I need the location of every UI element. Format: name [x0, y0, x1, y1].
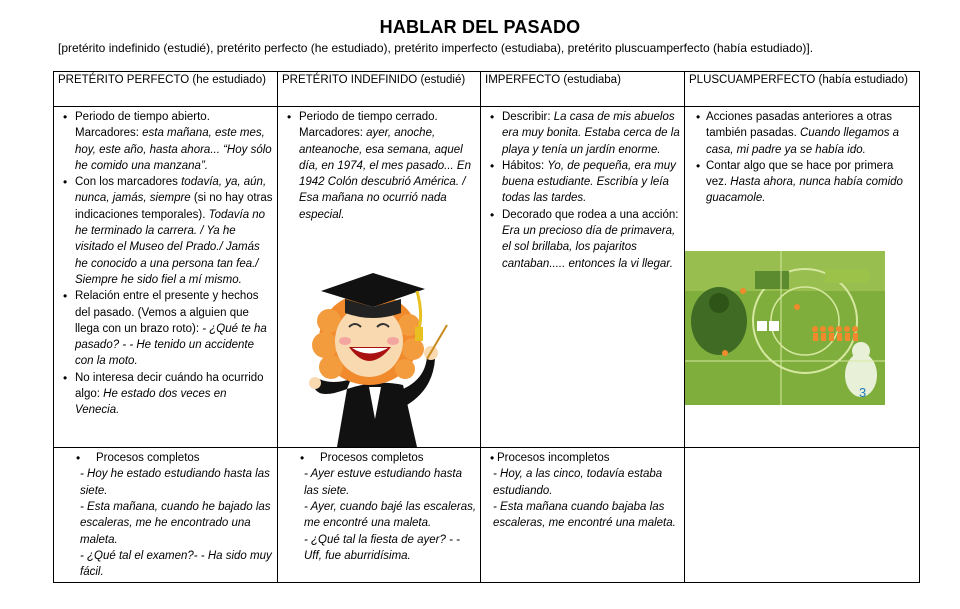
usage-row [54, 107, 920, 448]
list-item: • No interesa decir cuándo ha ocurrido algo: He estado dos veces en Venecia. [58, 370, 274, 419]
cell-imperfecto-process: • Procesos incompletos - Hoy, a las cinco, todavía estaba estudiando. - Esta mañana cuando bajaba las escaleras, me encontré una maleta. [481, 448, 685, 583]
graduate-cartoon-illustration [307, 229, 457, 447]
tenses-table [53, 71, 920, 583]
cell-perfecto-process: • Procesos completos - Hoy he estado estudiando hasta las siete. - Esta mañana, cuando he bajado las escaleras, me he encontrado una maleta. - ¿Qué tal el examen?- - Ha sido muy fácil. [54, 448, 278, 583]
header-cell-pluscuamperfecto: PLUSCUAMPERFECTO (había estudiado) [685, 72, 920, 107]
list-item: • Procesos incompletos [485, 450, 681, 466]
cell-perfecto-uses [54, 107, 278, 448]
header-row [54, 72, 920, 107]
cell-pluscuamperfecto-process [685, 448, 920, 583]
list-item: • Procesos completos [58, 450, 274, 466]
list-item: • Contar algo que se hace por primera vez. Hasta ahora, nunca había comido guacamole. [685, 158, 916, 207]
list-item: • Relación entre el presente y hechos del pasado. (Vemos a alguien que llega con un brazo roto): - ¿Qué te ha pasado? - - He tenido un accidente con la moto. [58, 288, 274, 369]
collage-illustration [685, 251, 885, 405]
cell-imperfecto-uses [481, 107, 685, 448]
page-subtitle: [pretérito indefinido (estudié), pretérito perfecto (he estudiado), pretérito imperfecto (estudiaba), pretérito pluscuamperfecto (había estudiado)]. [58, 41, 814, 55]
cell-pluscuamperfecto-uses [685, 107, 920, 448]
list-item: • Decorado que rodea a una acción: Era un precioso día de primavera, el sol brillaba, los pajaritos cantaban..... entonces la vi llegar. [485, 207, 681, 272]
process-row [54, 448, 920, 583]
list-item: • Procesos completos [282, 450, 477, 466]
list-item: • Hábitos: Yo, de pequeña, era muy buena estudiante. Escribía y leía todas las tardes. [485, 158, 681, 207]
list-item: • Periodo de tiempo abierto. Marcadores: esta mañana, este mes, hoy, este año, hasta ahora... “Hoy sólo he comido una manzana”. [58, 109, 274, 174]
cell-indefinido-uses [278, 107, 481, 448]
list-item: • Describir: La casa de mis abuelos era muy bonita. Estaba cerca de la playa y tenía un jardín enorme. [485, 109, 681, 158]
page-title: HABLAR DEL PASADO [379, 17, 581, 37]
list-item: • Periodo de tiempo cerrado. Marcadores: ayer, anoche, anteanoche, esa semana, aquel día, en 1974, el mes pasado... En 1942 Colón descubrió América. / Esa mañana no ocurrió nada especial. [282, 109, 477, 223]
list-item: • Con los marcadores todavía, ya, aún, nunca, jamás, siempre (si no hay otras indicaciones temporales). Todavía no he terminado la carrera. / Ya he visitado el Museo del Prado./ Jamás he conocido a una persona tan fea./ Siempre he sido fiel a mí mismo. [58, 174, 274, 288]
collage-number: 3 [859, 384, 867, 400]
header-cell-indefinido: PRETÉRITO INDEFINIDO (estudié) [278, 72, 481, 107]
header-cell-imperfecto: IMPERFECTO (estudiaba) [481, 72, 685, 107]
header-cell-perfecto: PRETÉRITO PERFECTO (he estudiado) [54, 72, 278, 107]
cell-indefinido-process: • Procesos completos - Ayer estuve estudiando hasta las siete. - Ayer, cuando bajé las escaleras, me encontré una maleta. - ¿Qué tal la fiesta de ayer? - - Uff, fue aburridísima. [278, 448, 481, 583]
list-item: • Acciones pasadas anteriores a otras también pasadas. Cuando llegamos a casa, mi padre ya se había ido. [685, 109, 916, 158]
